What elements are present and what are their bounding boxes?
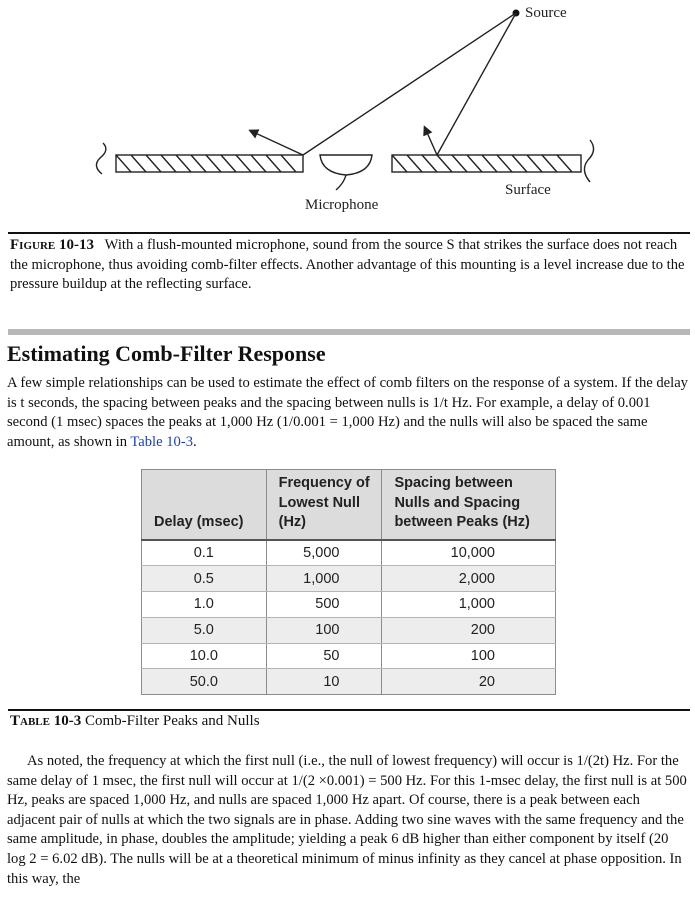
intro-text: A few simple relationships can be used to estimate the effect of comb filters on the response of a system. If the delay is t seconds, the spacing between peaks and the spacing between nulls is 1/t Hz. For example, a delay of 0.001 second (1 msec) spaces the peaks at 1,000 Hz (1/0.001 = 1,000 Hz) and the nulls will also be spaced the same amount, as shown in [7,375,688,450]
table-row [142,540,556,566]
table-row [142,669,556,695]
figure-caption-label: Figure 10-13 [10,237,94,253]
figure-caption-text: With a flush-mounted microphone, sound from the source S that strikes the surface does not reach the microphone, thus avoiding comb-filter effects. Another advantage of this mounting is a level increase due to the pressure buildup at the reflecting surface. [10,237,685,292]
lowest-null-cell: 1,000 [266,566,382,592]
microphone-icon [320,155,372,190]
section-divider [8,329,690,335]
spacing-cell: 200 [382,617,556,643]
lowest-null-cell: 5,000 [266,540,382,566]
table-header-row [142,470,556,540]
table-row [142,592,556,618]
intro-paragraph [7,374,690,452]
figure-10-13 [0,0,695,228]
spacing-cell: 1,000 [382,592,556,618]
lowest-null-cell: 500 [266,592,382,618]
figure-caption [10,236,690,295]
body-paragraph [7,752,690,889]
left-surface [96,143,303,174]
spacing-cell: 10,000 [382,540,556,566]
comb-filter-table [141,469,556,695]
delay-cell: 10.0 [142,643,267,669]
delay-cell: 1.0 [142,592,267,618]
table-reference-link[interactable]: Table 10-3 [130,433,193,450]
body-paragraph-text: As noted, the frequency at which the first null (i.e., the null of lowest frequency) will occur is 1/(2t) Hz. For the same delay of 1 msec, the first null will occur at 1/(2 ×0.001) = 500 Hz. For this 1-msec delay, the first null is at 500 Hz, peaks are spaced 1,000 Hz, and nulls are spaced 1,000 Hz apart. Of course, there is a peak between each adjacent pair of nulls at which the two signals are in phase. Adding two sine waves with the same frequency and the same amplitude, in phase, doubles the amplitude; yielding a peak 6 dB higher than either component by itself (20 log 2 = 6.02 dB). The nulls will be at a theoretical minimum of minus infinity as they cancel at phase opposition. In this way, the [7,753,687,887]
reflected-ray-left [251,131,303,155]
lowest-null-cell: 100 [266,617,382,643]
lowest-null-cell: 50 [266,643,382,669]
microphone-label: Microphone [305,197,379,213]
table-row [142,566,556,592]
table-caption-label: Table 10-3 [10,713,82,729]
intro-end: . [193,433,197,450]
incident-ray [303,13,516,155]
figure-caption-rule [8,232,690,234]
table-caption-rule [8,709,690,711]
delay-cell: 0.5 [142,566,267,592]
delay-cell: 5.0 [142,617,267,643]
table-caption [10,713,260,730]
table-caption-text: Comb-Filter Peaks and Nulls [84,713,260,729]
delay-cell: 50.0 [142,669,267,695]
incident-ray-right [437,13,516,155]
header-lowest-null: Frequency of Lowest Null (Hz) [266,470,382,540]
delay-cell: 0.1 [142,540,267,566]
lowest-null-cell: 10 [266,669,382,695]
header-delay: Delay (msec) [142,470,267,540]
table-row [142,617,556,643]
header-spacing: Spacing between Nulls and Spacing between Peaks (Hz) [382,470,556,540]
spacing-cell: 100 [382,643,556,669]
section-title: Estimating Comb-Filter Response [7,341,326,366]
right-surface [392,140,594,182]
spacing-cell: 2,000 [382,566,556,592]
table-row [142,643,556,669]
reflected-ray-right [425,128,437,155]
flush-microphone-diagram [0,0,695,228]
surface-label: Surface [505,182,551,198]
source-label: Source [525,5,567,21]
spacing-cell: 20 [382,669,556,695]
